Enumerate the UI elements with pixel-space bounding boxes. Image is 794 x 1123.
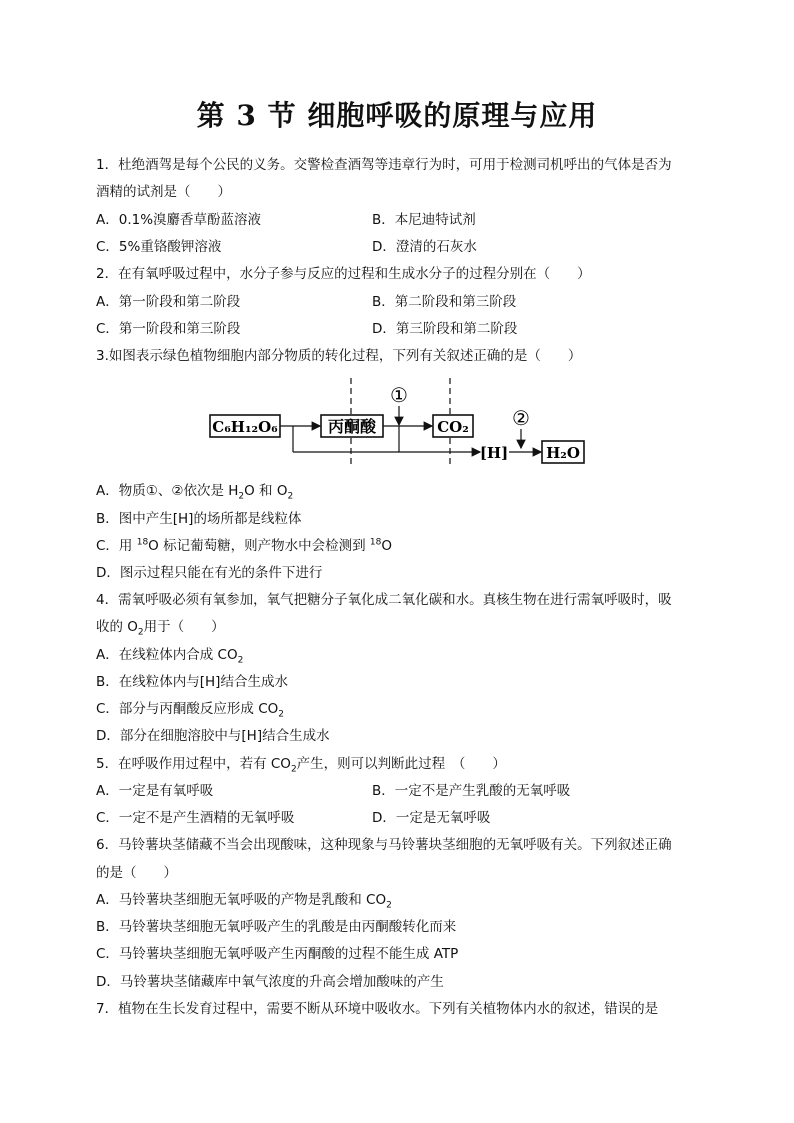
question-6-option-d: D．马铃薯块茎储藏库中氧气浓度的升高会增加酸味的产生: [96, 974, 444, 990]
question-6-option-a: A．马铃薯块茎细胞无氧呼吸的产物是乳酸和 $CO_2$: [96, 892, 392, 911]
question-2-option-b: B．第二阶段和第三阶段: [372, 294, 517, 310]
co2-label: CO₂: [437, 418, 469, 436]
pyruvate-label: 丙酮酸: [327, 417, 377, 436]
question-5-option-a: A．一定是有氧呼吸: [96, 783, 214, 799]
question-2-option-c: C．第一阶段和第三阶段: [96, 321, 241, 337]
question-1-option-b: B．本尼迪特试剂: [372, 212, 476, 228]
question-1-stem: 1．杜绝酒驾是每个公民的义务。交警检查酒驾等违章行为时，可用于检测司机呼出的气体是否为: [96, 157, 672, 173]
question-3-option-a: A．物质①、②依次是 $H_2O$ 和 $O_2$: [96, 483, 294, 502]
question-2-stem: 2．在有氧呼吸过程中，水分子参与反应的过程和生成水分子的过程分别在（ ）: [96, 266, 591, 282]
question-4-stem-cont: 收的 $O_2$用于（ ）: [96, 619, 225, 638]
question-5-option-b: B．一定不是产生乳酸的无氧呼吸: [372, 783, 571, 799]
question-5-stem: 5．在呼吸作用过程中，若有 $CO_2$产生，则可以判断此过程 （ ）: [96, 756, 506, 775]
question-3-option-b: B．图中产生[H]的场所都是线粒体: [96, 511, 302, 527]
question-3-option-d: D．图示过程只能在有光的条件下进行: [96, 565, 323, 581]
marker-2: ②: [512, 406, 530, 430]
question-1-option-c: C．5%重铬酸钾溶液: [96, 239, 222, 255]
question-3-stem: 3.如图表示绿色植物细胞内部分物质的转化过程，下列有关叙述正确的是（ ）: [96, 348, 582, 364]
question-6-option-c: C．马铃薯块茎细胞无氧呼吸产生丙酮酸的过程不能生成 ATP: [96, 946, 459, 962]
question-2-option-a: A．第一阶段和第二阶段: [96, 294, 241, 310]
question-5-option-c: C．一定不是产生酒精的无氧呼吸: [96, 810, 295, 826]
marker-1: ①: [390, 383, 408, 407]
question-1-stem-cont: 酒精的试剂是（ ）: [96, 184, 231, 200]
water-label: H₂O: [546, 444, 580, 462]
page-title: 第 3 节 细胞呼吸的原理与应用: [196, 99, 598, 132]
question-4-option-b: B．在线粒体内与[H]结合生成水: [96, 674, 288, 690]
question-3-option-c: C．用 $^{18}$O 标记葡萄糖，则产物水中会检测到 $^{18}$O: [96, 537, 392, 554]
question-7-stem: 7．植物在生长发育过程中，需要不断从环境中吸收水。下列有关植物体内水的叙述，错误的是: [96, 1001, 659, 1017]
question-4-option-d: D．部分在细胞溶胶中与[H]结合生成水: [96, 728, 330, 744]
question-6-stem-cont: 的是（ ）: [96, 865, 177, 881]
question-2-option-d: D．第三阶段和第二阶段: [372, 321, 518, 337]
question-4-stem: 4．需氧呼吸必须有氧参加，氧气把糖分子氧化成二氧化碳和水。真核生物在进行需氧呼吸时，吸: [96, 592, 672, 608]
glucose-label: C₆H₁₂O₆: [212, 418, 278, 436]
question-6-option-b: B．马铃薯块茎细胞无氧呼吸产生的乳酸是由丙酮酸转化而来: [96, 919, 457, 935]
question-5-option-d: D．一定是无氧呼吸: [372, 810, 491, 826]
hydrogen-label: [H]: [479, 444, 509, 462]
question-1-option-d: D．澄清的石灰水: [372, 239, 477, 255]
question-4-option-a: A．在线粒体内合成 $CO_2$: [96, 647, 244, 666]
question-6-stem: 6．马铃薯块茎储藏不当会出现酸味，这种现象与马铃薯块茎细胞的无氧呼吸有关。下列叙述正确: [96, 837, 672, 853]
question-4-option-c: C．部分与丙酮酸反应形成 $CO_2$: [96, 701, 285, 720]
question-1-option-a: A．0.1%溴麝香草酚蓝溶液: [96, 212, 262, 228]
respiration-diagram: [205, 376, 595, 468]
